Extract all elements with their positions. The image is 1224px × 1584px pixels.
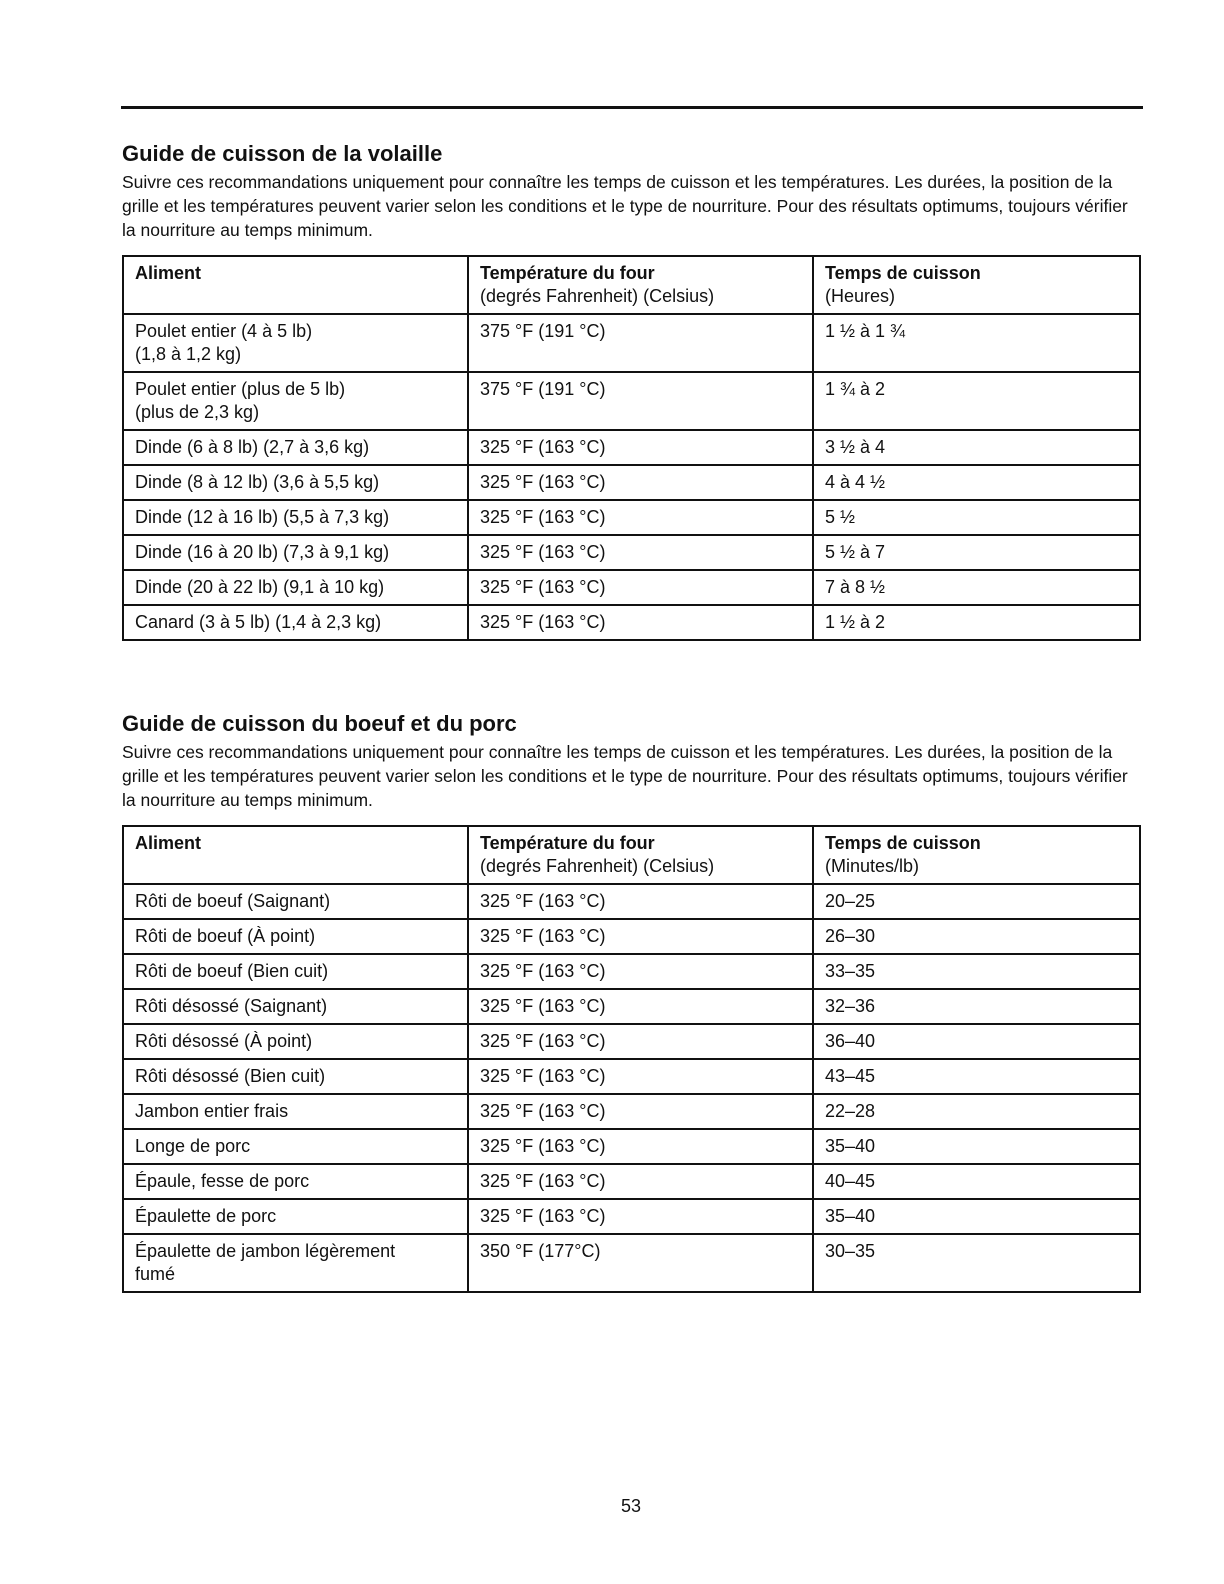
header-label: Température du four <box>480 263 655 283</box>
cell-food <box>123 1024 468 1059</box>
table-row <box>123 430 1140 465</box>
cell-food <box>123 1129 468 1164</box>
table-row <box>123 1024 1140 1059</box>
table-row <box>123 605 1140 640</box>
cell-temperature: 325 °F (163 °C) <box>468 1059 813 1094</box>
cell-time: 1 ¾ à 2 <box>813 372 1140 430</box>
food-name: Poulet entier (plus de 5 lb) <box>135 379 346 399</box>
cell-temperature: 325 °F (163 °C) <box>468 430 813 465</box>
cell-time: 5 ½ <box>813 500 1140 535</box>
table-row <box>123 314 1140 372</box>
cell-temperature: 375 °F (191 °C) <box>468 314 813 372</box>
table-row <box>123 989 1140 1024</box>
cell-time: 35–40 <box>813 1199 1140 1234</box>
food-name: Dinde (6 à 8 lb) (2,7 à 3,6 kg) <box>135 437 370 457</box>
cell-food <box>123 372 468 430</box>
table-row <box>123 535 1140 570</box>
cell-food <box>123 314 468 372</box>
food-name: Dinde (12 à 16 lb) (5,5 à 7,3 kg) <box>135 507 390 527</box>
cell-food <box>123 500 468 535</box>
section-title: Guide de cuisson de la volaille <box>122 141 443 166</box>
cell-temperature: 325 °F (163 °C) <box>468 500 813 535</box>
table-row <box>123 884 1140 919</box>
poultry-section <box>122 141 1142 641</box>
cell-temperature: 325 °F (163 °C) <box>468 1164 813 1199</box>
table-row <box>123 372 1140 430</box>
cell-time: 33–35 <box>813 954 1140 989</box>
cell-time: 35–40 <box>813 1129 1140 1164</box>
food-name: Rôti de boeuf (À point) <box>135 926 316 946</box>
header-time <box>813 826 1140 884</box>
cell-time: 36–40 <box>813 1024 1140 1059</box>
cell-temperature: 325 °F (163 °C) <box>468 919 813 954</box>
food-name-line2: (plus de 2,3 kg) <box>135 402 260 422</box>
table-row <box>123 919 1140 954</box>
cell-temperature: 325 °F (163 °C) <box>468 1094 813 1129</box>
cell-food <box>123 605 468 640</box>
food-name-line2: fumé <box>135 1264 176 1284</box>
cell-temperature: 325 °F (163 °C) <box>468 1199 813 1234</box>
header-sublabel: (degrés Fahrenheit) (Celsius) <box>480 856 715 876</box>
cell-food <box>123 465 468 500</box>
table-row <box>123 1199 1140 1234</box>
table-header-row <box>123 256 1140 314</box>
cell-time: 22–28 <box>813 1094 1140 1129</box>
cell-temperature: 325 °F (163 °C) <box>468 570 813 605</box>
cell-food <box>123 1234 468 1292</box>
food-name: Poulet entier (4 à 5 lb) <box>135 321 313 341</box>
cell-food <box>123 919 468 954</box>
food-name: Rôti de boeuf (Bien cuit) <box>135 961 329 981</box>
table-header-row <box>123 826 1140 884</box>
cell-time: 43–45 <box>813 1059 1140 1094</box>
cell-temperature: 325 °F (163 °C) <box>468 465 813 500</box>
cell-food <box>123 884 468 919</box>
food-name: Dinde (20 à 22 lb) (9,1 à 10 kg) <box>135 577 385 597</box>
cell-time: 4 à 4 ½ <box>813 465 1140 500</box>
cell-temperature: 375 °F (191 °C) <box>468 372 813 430</box>
table-row <box>123 954 1140 989</box>
food-name-line2: (1,8 à 1,2 kg) <box>135 344 242 364</box>
cell-food <box>123 989 468 1024</box>
cell-temperature: 325 °F (163 °C) <box>468 1024 813 1059</box>
table-row <box>123 500 1140 535</box>
food-name: Rôti de boeuf (Saignant) <box>135 891 331 911</box>
cell-food <box>123 1094 468 1129</box>
table-row <box>123 465 1140 500</box>
header-label: Temps de cuisson <box>825 833 981 853</box>
cell-time: 1 ½ à 2 <box>813 605 1140 640</box>
cell-time: 1 ½ à 1 ¾ <box>813 314 1140 372</box>
poultry-table-body <box>123 314 1140 640</box>
food-name: Dinde (16 à 20 lb) (7,3 à 9,1 kg) <box>135 542 390 562</box>
cell-temperature: 325 °F (163 °C) <box>468 989 813 1024</box>
header-time <box>813 256 1140 314</box>
cell-time: 7 à 8 ½ <box>813 570 1140 605</box>
cell-temperature: 350 °F (177°C) <box>468 1234 813 1292</box>
header-label: Temps de cuisson <box>825 263 981 283</box>
food-name: Rôti désossé (Saignant) <box>135 996 328 1016</box>
cell-food <box>123 535 468 570</box>
food-name: Jambon entier frais <box>135 1101 289 1121</box>
cell-time: 30–35 <box>813 1234 1140 1292</box>
header-food <box>123 826 468 884</box>
table-row <box>123 1129 1140 1164</box>
table-row <box>123 1234 1140 1292</box>
header-sublabel: (Heures) <box>825 286 896 306</box>
food-name: Épaulette de jambon légèrement <box>135 1241 396 1261</box>
header-food <box>123 256 468 314</box>
food-name: Canard (3 à 5 lb) (1,4 à 2,3 kg) <box>135 612 382 632</box>
beef-pork-table-body <box>123 884 1140 1292</box>
table-row <box>123 1059 1140 1094</box>
header-label: Aliment <box>135 833 202 853</box>
header-sublabel: (degrés Fahrenheit) (Celsius) <box>480 286 715 306</box>
cell-food <box>123 570 468 605</box>
table-row <box>123 1094 1140 1129</box>
section-title: Guide de cuisson du boeuf et du porc <box>122 711 517 736</box>
section-intro: Suivre ces recommandations uniquement pour connaître les temps de cuisson et les températures. Les durées, la position de la grille et les températures peuvent varier selon les conditions et le type de nourriture. Pour des résultats optimums, toujours vérifier la nourriture au temps minimum. <box>122 172 1128 240</box>
beef-pork-table <box>122 825 1141 1293</box>
cell-food <box>123 1059 468 1094</box>
cell-food <box>123 1199 468 1234</box>
cell-time: 40–45 <box>813 1164 1140 1199</box>
cell-food <box>123 430 468 465</box>
cell-time: 5 ½ à 7 <box>813 535 1140 570</box>
food-name: Rôti désossé (À point) <box>135 1031 313 1051</box>
cell-food <box>123 954 468 989</box>
cell-temperature: 325 °F (163 °C) <box>468 535 813 570</box>
cell-temperature: 325 °F (163 °C) <box>468 884 813 919</box>
table-row <box>123 570 1140 605</box>
cell-time: 26–30 <box>813 919 1140 954</box>
section-intro: Suivre ces recommandations uniquement pour connaître les temps de cuisson et les températures. Les durées, la position de la grille et les températures peuvent varier selon les conditions et le type de nourriture. Pour des résultats optimums, toujours vérifier la nourriture au temps minimum. <box>122 742 1128 810</box>
top-rule <box>121 106 1143 109</box>
cell-time: 3 ½ à 4 <box>813 430 1140 465</box>
cell-temperature: 325 °F (163 °C) <box>468 954 813 989</box>
header-temperature <box>468 256 813 314</box>
cell-time: 20–25 <box>813 884 1140 919</box>
food-name: Rôti désossé (Bien cuit) <box>135 1066 326 1086</box>
cell-temperature: 325 °F (163 °C) <box>468 605 813 640</box>
food-name: Épaule, fesse de porc <box>135 1171 310 1191</box>
header-label: Température du four <box>480 833 655 853</box>
food-name: Longe de porc <box>135 1136 251 1156</box>
header-label: Aliment <box>135 263 202 283</box>
food-name: Dinde (8 à 12 lb) (3,6 à 5,5 kg) <box>135 472 380 492</box>
table-row <box>123 1164 1140 1199</box>
header-sublabel: (Minutes/lb) <box>825 856 920 876</box>
page-number: 53 <box>620 1496 642 1516</box>
cell-time: 32–36 <box>813 989 1140 1024</box>
food-name: Épaulette de porc <box>135 1206 277 1226</box>
cell-temperature: 325 °F (163 °C) <box>468 1129 813 1164</box>
header-temperature <box>468 826 813 884</box>
poultry-table <box>122 255 1141 641</box>
cell-food <box>123 1164 468 1199</box>
beef-pork-section <box>122 711 1142 1293</box>
